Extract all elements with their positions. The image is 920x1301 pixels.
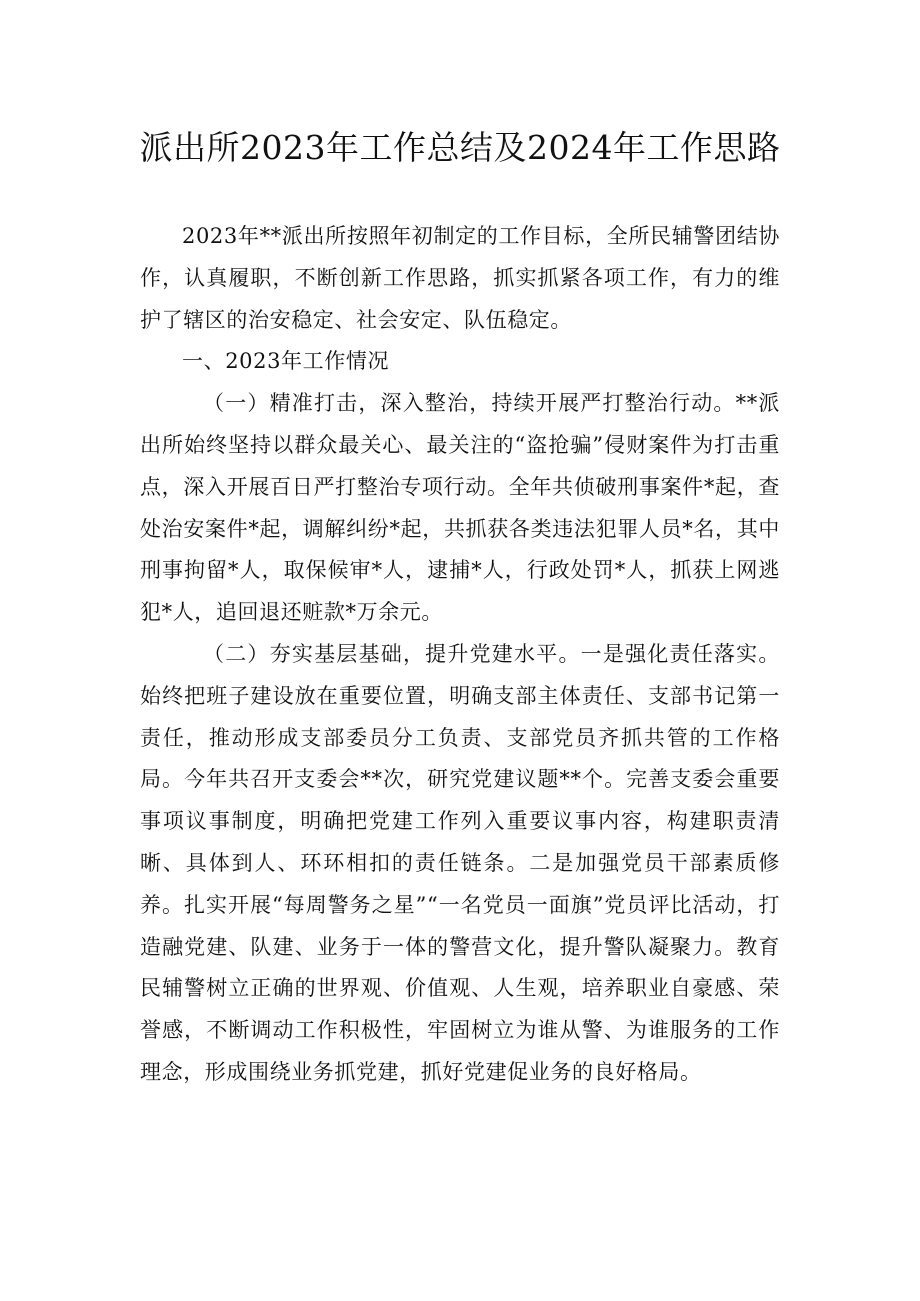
document-title: 派出所2023年工作总结及2024年工作思路 bbox=[139, 128, 781, 167]
document-body bbox=[140, 216, 780, 1094]
subsection-1-paragraph: （一）精准打击，深入整治，持续开展严打整治行动。**派出所始终坚持以群众最关心、最关注的“盗抢骗”侵财案件为打击重点，深入开展百日严打整治专项行动。全年共侦破刑事案件*起，查处治安案件*起，调解纠纷*起，共抓获各类违法犯罪人员*名，其中刑事拘留*人，取保候审*人，逮捕*人，行政处罚*人，抓获上网逃犯*人，追回退还赃款*万余元。 bbox=[140, 391, 780, 625]
subsection-2-paragraph: （二）夯实基层基础，提升党建水平。一是强化责任落实。始终把班子建设放在重要位置，明确支部主体责任、支部书记第一责任，推动形成支部委员分工负责、支部党员齐抓共管的工作格局。今年共召开支委会**次，研究党建议题**个。完善支委会重要事项议事制度，明确把党建工作列入重要议事内容，构建职责清晰、具体到人、环环相扣的责任链条。二是加强党员干部素质修养。扎实开展“每周警务之星”“一名党员一面旗”党员评比活动，打造融党建、队建、业务于一体的警营文化，提升警队凝聚力。教育民辅警树立正确的世界观、价值观、人生观，培养职业自豪感、荣誉感，不断调动工作积极性，牢固树立为谁从警、为谁服务的工作理念，形成围绕业务抓党建，抓好党建促业务的良好格局。 bbox=[140, 641, 780, 1084]
section-heading: 一、2023年工作情况 bbox=[182, 349, 390, 374]
intro-paragraph: 2023年**派出所按照年初制定的工作目标，全所民辅警团结协作，认真履职，不断创新工作思路，抓实抓紧各项工作，有力的维护了辖区的治安稳定、社会安定、队伍稳定。 bbox=[140, 224, 780, 332]
